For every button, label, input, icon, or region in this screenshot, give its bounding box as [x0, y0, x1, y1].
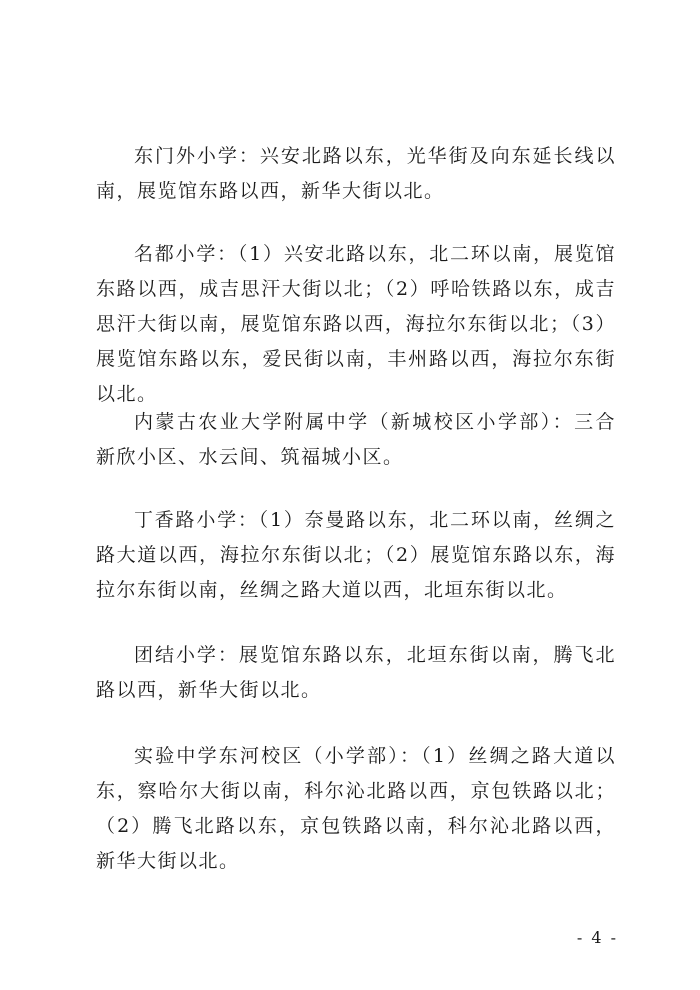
page-number: - 4 - — [576, 928, 618, 947]
paragraph-shiyan-donghe-campus: 实验中学东河校区（小学部）：（1）丝绸之路大道以东，察哈尔大街以南，科尔沁北路以西，京包铁路以北；（2）腾飞北路以东，京包铁路以南，科尔沁北路以西，新华大街以北。 — [96, 745, 616, 872]
paragraph-dongmenwai-school: 东门外小学：兴安北路以东，光华街及向东延长线以南，展览馆东路以西，新华大街以北。 — [96, 145, 616, 202]
paragraph-mingdu-school: 名都小学：（1）兴安北路以东，北二环以南，展览馆东路以西，成吉思汗大街以北；（2）呼哈铁路以东，成吉思汗大街以南，展览馆东路以西，海拉尔东街以北；（3）展览馆东路以东，爱民街以南，丰州路以西，海拉尔东街以北。 — [96, 243, 616, 405]
paragraph-dingxianglu-school: 丁香路小学：（1）奈曼路以东，北二环以南，丝绸之路大道以西，海拉尔东街以北；（2）展览馆东路以东，海拉尔东街以南，丝绸之路大道以西，北垣东街以北。 — [96, 509, 616, 601]
paragraph-agri-univ-affiliated-school: 内蒙古农业大学附属中学（新城校区小学部）：三合新欣小区、水云间、筑福城小区。 — [96, 411, 616, 468]
paragraph-tuanjie-school: 团结小学：展览馆东路以东，北垣东街以南，腾飞北路以西，新华大街以北。 — [96, 644, 616, 701]
